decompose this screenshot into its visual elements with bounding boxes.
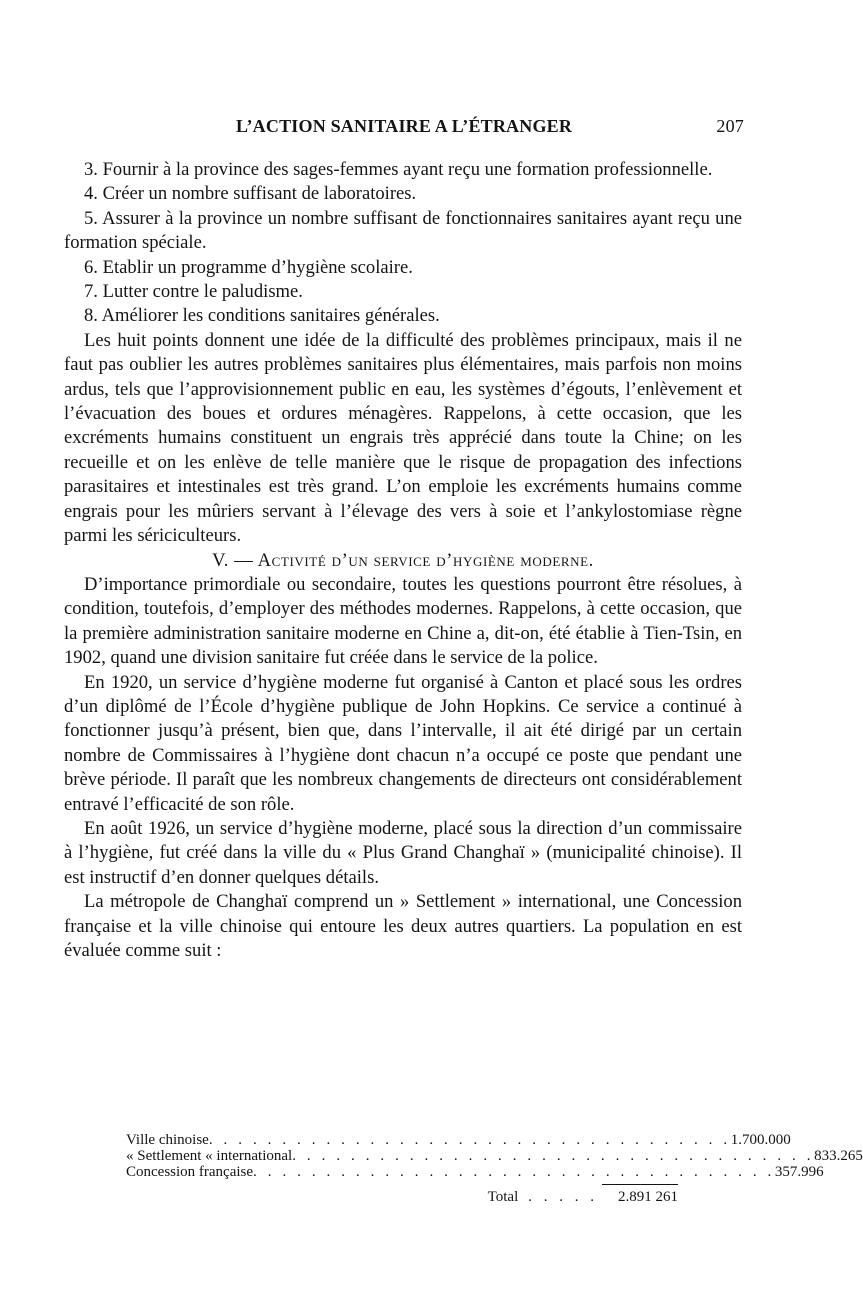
running-header bbox=[64, 116, 744, 137]
sum-rule bbox=[602, 1184, 678, 1185]
population-row bbox=[126, 1164, 824, 1180]
list-item-6: 6. Etablir un programme d’hygiène scolaire. bbox=[84, 256, 413, 278]
list-item-8: 8. Améliorer les conditions sanitaires générales. bbox=[84, 305, 440, 327]
population-row bbox=[126, 1148, 863, 1164]
paragraph: D’importance primordiale ou secondaire, toutes les questions pourront être résolues, à condition, toutefois, d’employer des méthodes modernes. Rappelons, à cette occasion, que la première administration sanitaire moderne en Chine a, dit-on, été établie à Tien-Tsin, en 1902, quand une division sanitaire fut créée dans le service de la police. bbox=[64, 573, 742, 669]
population-value: 833.265 bbox=[814, 1148, 863, 1164]
body-text bbox=[64, 158, 742, 963]
list-item-3: 3. Fournir à la province des sages-femmes ayant reçu une formation professionnelle. bbox=[84, 159, 713, 180]
paragraph: En 1920, un service d’hygiène moderne fut organisé à Canton et placé sous les ordres d’un diplômé de l’École d’hygiène publique de John Hopkins. Ce service a continué à fonctionner jusqu’à présent, bien que, dans l’intervalle, il ait été dirigé par un certain nombre de Commissaires à l’hygiène dont chacun n’a occupé ce poste que pendant une brève période. Il paraît que les nombreux changements de directeurs ont considérablement entravé l’efficacité de son rôle. bbox=[64, 671, 742, 815]
page-number: 207 bbox=[716, 116, 744, 136]
total-value: 2.891 261 bbox=[618, 1189, 678, 1205]
population-label: « Settlement « international bbox=[126, 1148, 293, 1164]
leader-dots: . . . . . . . . . . . . . . . . . . . . . . . . . . . . . . . . . . . . bbox=[292, 1148, 815, 1164]
paragraph: La métropole de Changhaï comprend un » Settlement » international, une Concession française et la ville chinoise qui entoure les deux autres quartiers. La population en est évaluée comme suit : bbox=[64, 891, 742, 961]
running-title: L’ACTION SANITAIRE A L’ÉTRANGER bbox=[235, 116, 573, 136]
section-heading: V. — Activité d’un service d’hygiène moderne. bbox=[212, 549, 594, 571]
list-item-4: 4. Créer un nombre suffisant de laboratoires. bbox=[84, 183, 417, 205]
leader-dots: . . . . . . . . . . . . . . . . . . . . . . . . . . . . . . . . . . . . bbox=[253, 1164, 775, 1180]
list-item-5: 5. Assurer à la province un nombre suffisant de fonctionnaires sanitaires ayant reçu une formation spéciale. bbox=[64, 207, 742, 254]
population-value: 357.996 bbox=[774, 1164, 824, 1180]
paragraph: Les huit points donnent une idée de la difficulté des problèmes principaux, mais il ne faut pas oublier les autres problèmes sanitaires plus élémentaires, mais parfois non moins ardus, tels que l’approvisionnement public en eau, les systèmes d’égouts, l’enlèvement et l’évacuation des boues et ordures ménagères. Rappelons, à cette occasion, que les excréments humains constituent un engrais très apprécié dans toute la Chine; on les recueille et on les enlève de telle manière que le risque de propagation des infections parasitaires et intestinales est très grand. L’on emploie les excréments humains comme engrais pour les mûriers servant à l’élevage des vers à soie et l’ankylostomiase règne parmi les sériciculteurs. bbox=[64, 329, 742, 547]
leader-dots: . . . . . bbox=[528, 1189, 598, 1205]
book-page bbox=[64, 0, 863, 1304]
list-item-7: 7. Lutter contre le paludisme. bbox=[84, 281, 303, 303]
paragraph: En août 1926, un service d’hygiène moderne, placé sous la direction d’un commissaire à l’hygiène, fut créé dans la ville du « Plus Grand Changhaï » (municipalité chinoise). Il est instructif d’en donner quelques détails. bbox=[64, 817, 742, 888]
population-total-row bbox=[126, 1189, 678, 1205]
total-label: Total bbox=[487, 1189, 519, 1205]
population-label: Concession française bbox=[126, 1164, 254, 1180]
leader-dots: . . . . . . . . . . . . . . . . . . . . . . . . . . . . . . . . . . . . bbox=[208, 1132, 731, 1148]
population-row bbox=[126, 1132, 791, 1148]
population-value: 1.700.000 bbox=[730, 1132, 791, 1148]
population-table bbox=[126, 1132, 863, 1205]
population-label: Ville chinoise bbox=[126, 1132, 209, 1148]
